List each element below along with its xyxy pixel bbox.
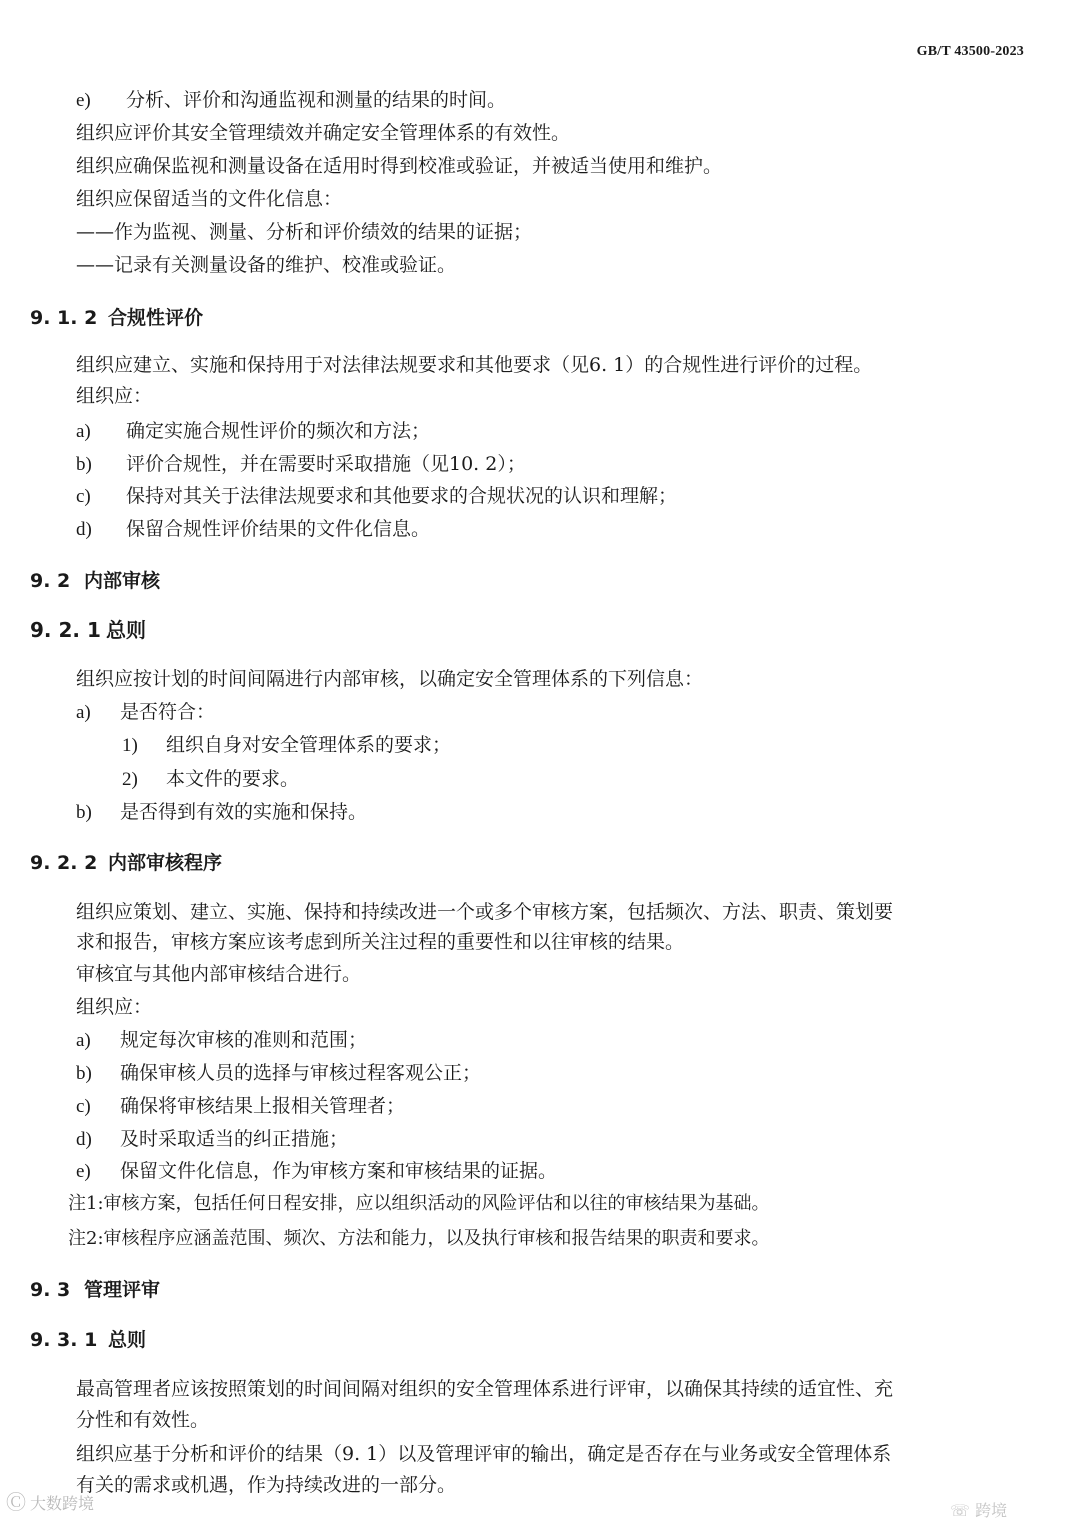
section-heading — [30, 850, 222, 876]
section-heading — [30, 568, 160, 594]
note: 注2:审核程序应涵盖范围、频次、方法和能力，以及执行审核和报告结果的职责和要求。 — [68, 1228, 770, 1249]
watermark-right — [950, 1498, 1007, 1521]
section-number: 9. 3. 1 — [30, 1329, 98, 1351]
paragraph: 组织应保留适当的文件化信息： — [76, 188, 343, 210]
section-title: 内部审核 — [84, 570, 161, 592]
list-item — [76, 1158, 557, 1185]
document-code: GB/T 43500-2023 — [916, 44, 1024, 59]
list-item — [76, 1093, 405, 1120]
list-label: 2) — [122, 769, 138, 790]
paragraph: 求和报告，审核方案应该考虑到所关注过程的重要性和以往审核的结果。 — [76, 931, 685, 953]
paragraph: 组织应确保监视和测量设备在适用时得到校准或验证，并被适当使用和维护。 — [76, 155, 723, 177]
list-label: a) — [76, 1030, 91, 1051]
list-text: 确保将审核结果上报相关管理者； — [120, 1095, 406, 1117]
section-title: 总则 — [106, 618, 146, 642]
list-label: d) — [76, 519, 92, 540]
list-item — [76, 483, 677, 510]
list-label: 1) — [122, 735, 138, 756]
paragraph: 组织应： — [76, 996, 153, 1018]
list-text: 保留文件化信息，作为审核方案和审核结果的证据。 — [120, 1160, 558, 1182]
list-text: 保留合规性评价结果的文件化信息。 — [126, 518, 431, 540]
list-label: e) — [76, 90, 91, 111]
list-text: 规定每次审核的准则和范围； — [120, 1029, 368, 1051]
list-label: c) — [76, 486, 91, 507]
section-heading — [30, 617, 146, 643]
section-heading — [30, 1277, 160, 1303]
section-heading — [30, 1327, 146, 1353]
list-item — [76, 799, 367, 826]
list-item — [76, 87, 506, 114]
section-title: 合规性评价 — [108, 307, 204, 329]
list-label: b) — [76, 454, 92, 475]
dash-item: ——作为监视、测量、分析和评价绩效的结果的证据； — [76, 221, 533, 243]
list-item — [76, 699, 215, 726]
list-label: c) — [76, 1096, 91, 1117]
paragraph: 组织应建立、实施和保持用于对法律法规要求和其他要求（见6. 1）的合规性进行评价的过程。 — [76, 354, 873, 376]
list-item — [76, 451, 526, 478]
list-text: 确保审核人员的选择与审核过程客观公正； — [120, 1062, 482, 1084]
list-text: 评价合规性，并在需要时采取措施（见10. 2）； — [126, 453, 526, 475]
list-item — [76, 1060, 481, 1087]
list-text: 分析、评价和沟通监视和测量的结果的时间。 — [126, 89, 507, 111]
list-label: b) — [76, 1063, 92, 1084]
list-label: b) — [76, 802, 92, 823]
paragraph: 审核宜与其他内部审核结合进行。 — [76, 963, 362, 985]
list-label: e) — [76, 1161, 91, 1182]
watermark-text: 大数跨境 — [30, 1494, 95, 1513]
list-item — [76, 1027, 367, 1054]
section-heading — [30, 305, 203, 331]
list-text: 确定实施合规性评价的频次和方法； — [126, 420, 431, 442]
list-item — [76, 418, 430, 445]
list-text: 保持对其关于法律法规要求和其他要求的合规状况的认识和理解； — [126, 485, 678, 507]
watermark-left — [6, 1486, 94, 1515]
paragraph: 组织应： — [76, 385, 153, 407]
list-label: a) — [76, 421, 91, 442]
section-title: 总则 — [108, 1329, 147, 1351]
section-number: 9. 3 — [30, 1279, 71, 1301]
list-item — [76, 1126, 348, 1153]
section-title: 内部审核程序 — [108, 852, 223, 874]
section-number: 9. 2. 1 — [30, 618, 101, 642]
section-number: 9. 1. 2 — [30, 307, 98, 329]
sub-list-item — [122, 732, 451, 759]
paragraph: 组织应评价其安全管理绩效并确定安全管理体系的有效性。 — [76, 122, 571, 144]
list-item — [76, 516, 430, 543]
section-number: 9. 2. 2 — [30, 852, 98, 874]
note: 注1:审核方案，包括任何日程安排，应以组织活动的风险评估和以往的审核结果为基础。 — [68, 1193, 770, 1214]
list-text: 及时采取适当的纠正措施； — [120, 1128, 349, 1150]
watermark-text: 跨境 — [975, 1501, 1008, 1520]
section-title: 管理评审 — [84, 1279, 161, 1301]
paragraph: 组织应基于分析和评价的结果（9. 1）以及管理评审的输出，确定是否存在与业务或安全管理体系 — [76, 1443, 892, 1465]
list-text: 是否得到有效的实施和保持。 — [120, 801, 368, 823]
list-label: a) — [76, 702, 91, 723]
sub-list-item — [122, 766, 299, 793]
paragraph: 分性和有效性。 — [76, 1409, 210, 1431]
list-text: 是否符合： — [120, 701, 216, 723]
watermark-logo-icon: Ⓒ — [6, 1490, 26, 1514]
section-number: 9. 2 — [30, 570, 71, 592]
paragraph: 组织应策划、建立、实施、保持和持续改进一个或多个审核方案，包括频次、方法、职责、策划要 — [76, 901, 894, 923]
chat-bubble-icon: ☏ — [950, 1501, 971, 1520]
list-text: 组织自身对安全管理体系的要求； — [166, 734, 452, 756]
paragraph: 有关的需求或机遇，作为持续改进的一部分。 — [76, 1474, 457, 1496]
paragraph: 最高管理者应该按照策划的时间间隔对组织的安全管理体系进行评审，以确保其持续的适宜性、充 — [76, 1378, 894, 1400]
list-text: 本文件的要求。 — [166, 768, 300, 790]
paragraph: 组织应按计划的时间间隔进行内部审核，以确定安全管理体系的下列信息： — [76, 668, 704, 690]
list-label: d) — [76, 1129, 92, 1150]
dash-item: ——记录有关测量设备的维护、校准或验证。 — [76, 254, 457, 276]
